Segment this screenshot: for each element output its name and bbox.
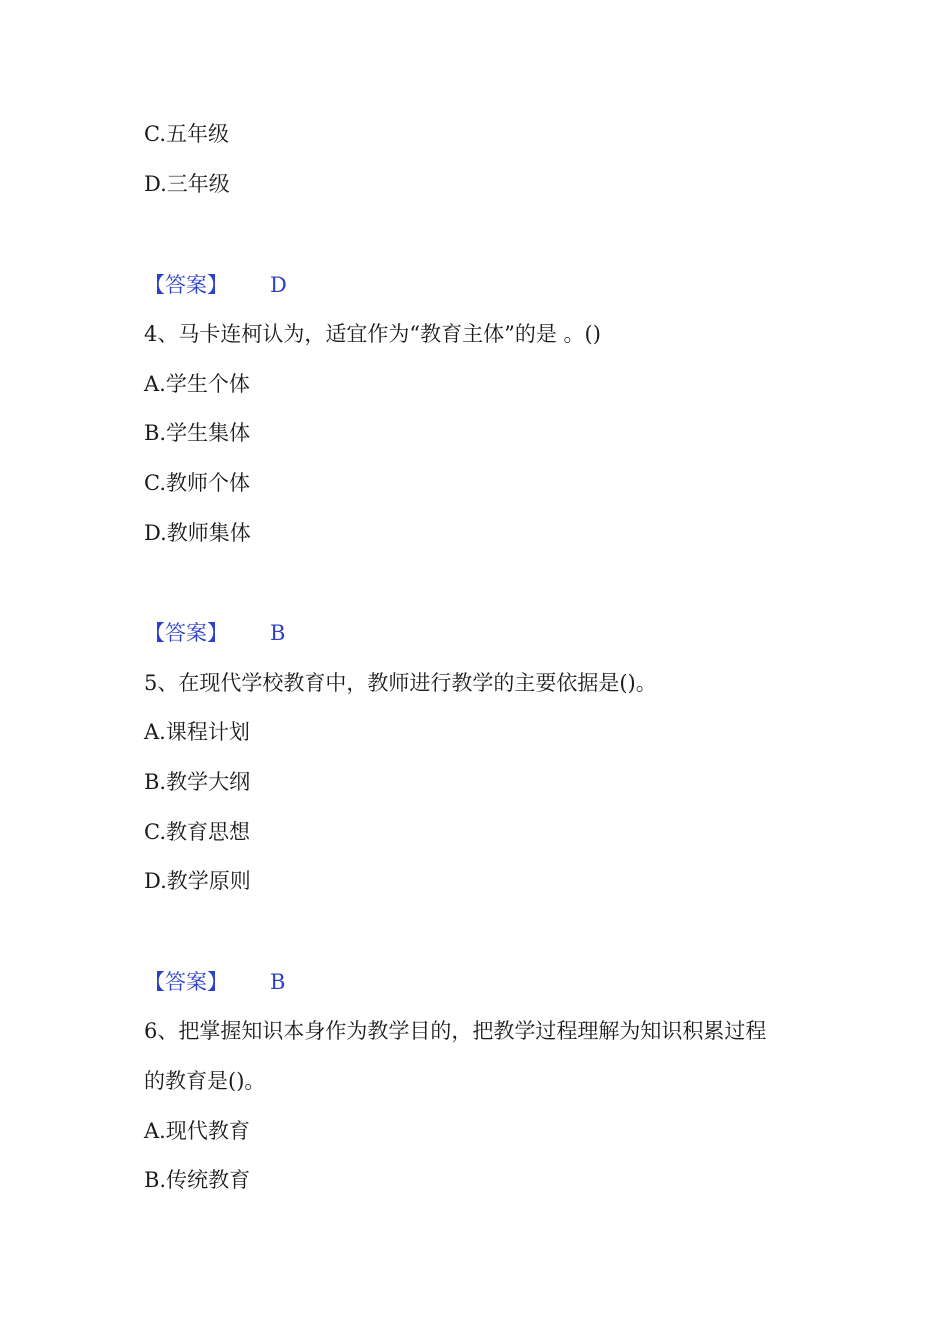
answer-value: B <box>270 621 286 645</box>
q5-option-a: A.课程计划 <box>144 720 250 744</box>
q4-question: 4、马卡连柯认为，适宜作为“教育主体”的是 。() <box>144 322 601 346</box>
q6-question-line2: 的教育是()。 <box>144 1069 266 1093</box>
q3-answer <box>144 271 287 299</box>
q4-option-d: D.教师集体 <box>144 521 251 545</box>
answer-label: 【答案】 <box>144 970 228 994</box>
q5-answer <box>144 968 285 996</box>
q4-option-c: C.教师个体 <box>144 471 250 495</box>
q5-option-c: C.教育思想 <box>144 820 250 844</box>
answer-label: 【答案】 <box>144 273 228 297</box>
q3-option-c: C.五年级 <box>144 122 229 146</box>
q4-answer <box>144 619 285 647</box>
q5-option-b: B.教学大纲 <box>144 770 251 794</box>
q6-question-line1: 6、把掌握知识本身作为教学目的，把教学过程理解为知识积累过程 <box>144 1019 767 1043</box>
answer-value: D <box>270 273 287 297</box>
q4-option-a: A.学生个体 <box>144 372 250 396</box>
q5-question: 5、在现代学校教育中，教师进行教学的主要依据是()。 <box>144 671 657 695</box>
q3-option-d: D.三年级 <box>144 172 230 196</box>
q6-option-a: A.现代教育 <box>144 1119 250 1143</box>
q4-option-b: B.学生集体 <box>144 421 251 445</box>
answer-label: 【答案】 <box>144 621 228 645</box>
q5-option-d: D.教学原则 <box>144 869 251 893</box>
answer-value: B <box>270 970 286 994</box>
q6-option-b: B.传统教育 <box>144 1168 251 1192</box>
